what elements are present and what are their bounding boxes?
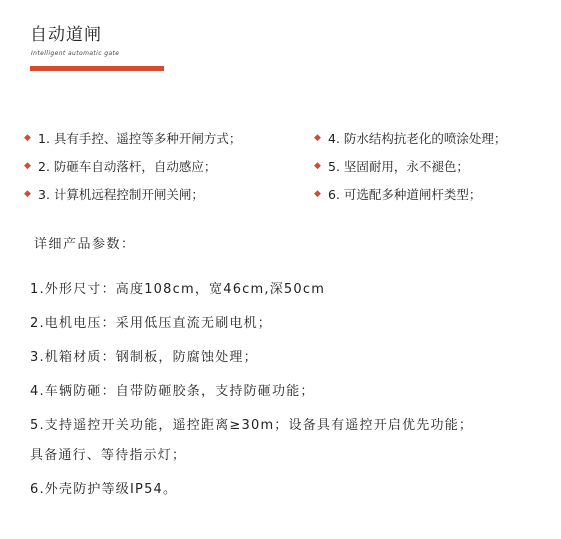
feature-text: 5. 坚固耐用，永不褪色； bbox=[328, 159, 469, 174]
feature-row bbox=[24, 180, 544, 208]
feature-text: 2. 防砸车自动落杆，自动感应； bbox=[38, 159, 217, 174]
spec-line: 1.外形尺寸：高度108cm，宽46cm,深50cm bbox=[30, 282, 326, 297]
spec-line: 3.机箱材质：钢制板，防腐蚀处理； bbox=[30, 350, 258, 365]
title-accent-bar bbox=[30, 66, 164, 71]
spec-line: 6.外壳防护等级IP54。 bbox=[30, 482, 178, 497]
feature-text: 1. 具有手控、遥控等多种开闸方式； bbox=[38, 131, 242, 146]
diamond-bullet-icon: ◆ bbox=[24, 189, 31, 199]
details-list bbox=[30, 280, 550, 514]
feature-item bbox=[24, 129, 314, 147]
diamond-bullet-icon: ◆ bbox=[24, 161, 31, 171]
spec-line: 2.电机电压：采用低压直流无刷电机； bbox=[30, 316, 273, 331]
diamond-bullet-icon: ◆ bbox=[314, 133, 321, 143]
feature-item bbox=[314, 157, 544, 175]
spec-line: 具备通行、等待指示灯； bbox=[30, 448, 187, 463]
diamond-bullet-icon: ◆ bbox=[314, 189, 321, 199]
feature-item bbox=[24, 157, 314, 175]
spec-line: 4.车辆防砸：自带防砸胶条，支持防砸功能； bbox=[30, 384, 315, 399]
feature-row bbox=[24, 124, 544, 152]
diamond-bullet-icon: ◆ bbox=[24, 133, 31, 143]
feature-item bbox=[24, 185, 314, 203]
feature-text: 3. 计算机远程控制开闸关闸； bbox=[38, 187, 204, 202]
diamond-bullet-icon: ◆ bbox=[314, 161, 321, 171]
page-title: 自动道闸 bbox=[30, 25, 102, 45]
feature-item bbox=[314, 129, 544, 147]
feature-row bbox=[24, 152, 544, 180]
details-heading: 详细产品参数： bbox=[34, 237, 136, 252]
feature-text: 4. 防水结构抗老化的喷涂处理； bbox=[328, 131, 507, 146]
feature-text: 6. 可选配多种道闸杆类型； bbox=[328, 187, 482, 202]
spec-line: 5.支持遥控开关功能，遥控距离≥30m；设备具有遥控开启优先功能； bbox=[30, 418, 474, 433]
feature-item bbox=[314, 185, 544, 203]
feature-list bbox=[24, 124, 544, 208]
page-subtitle: Intelligent automatic gate bbox=[31, 50, 120, 57]
